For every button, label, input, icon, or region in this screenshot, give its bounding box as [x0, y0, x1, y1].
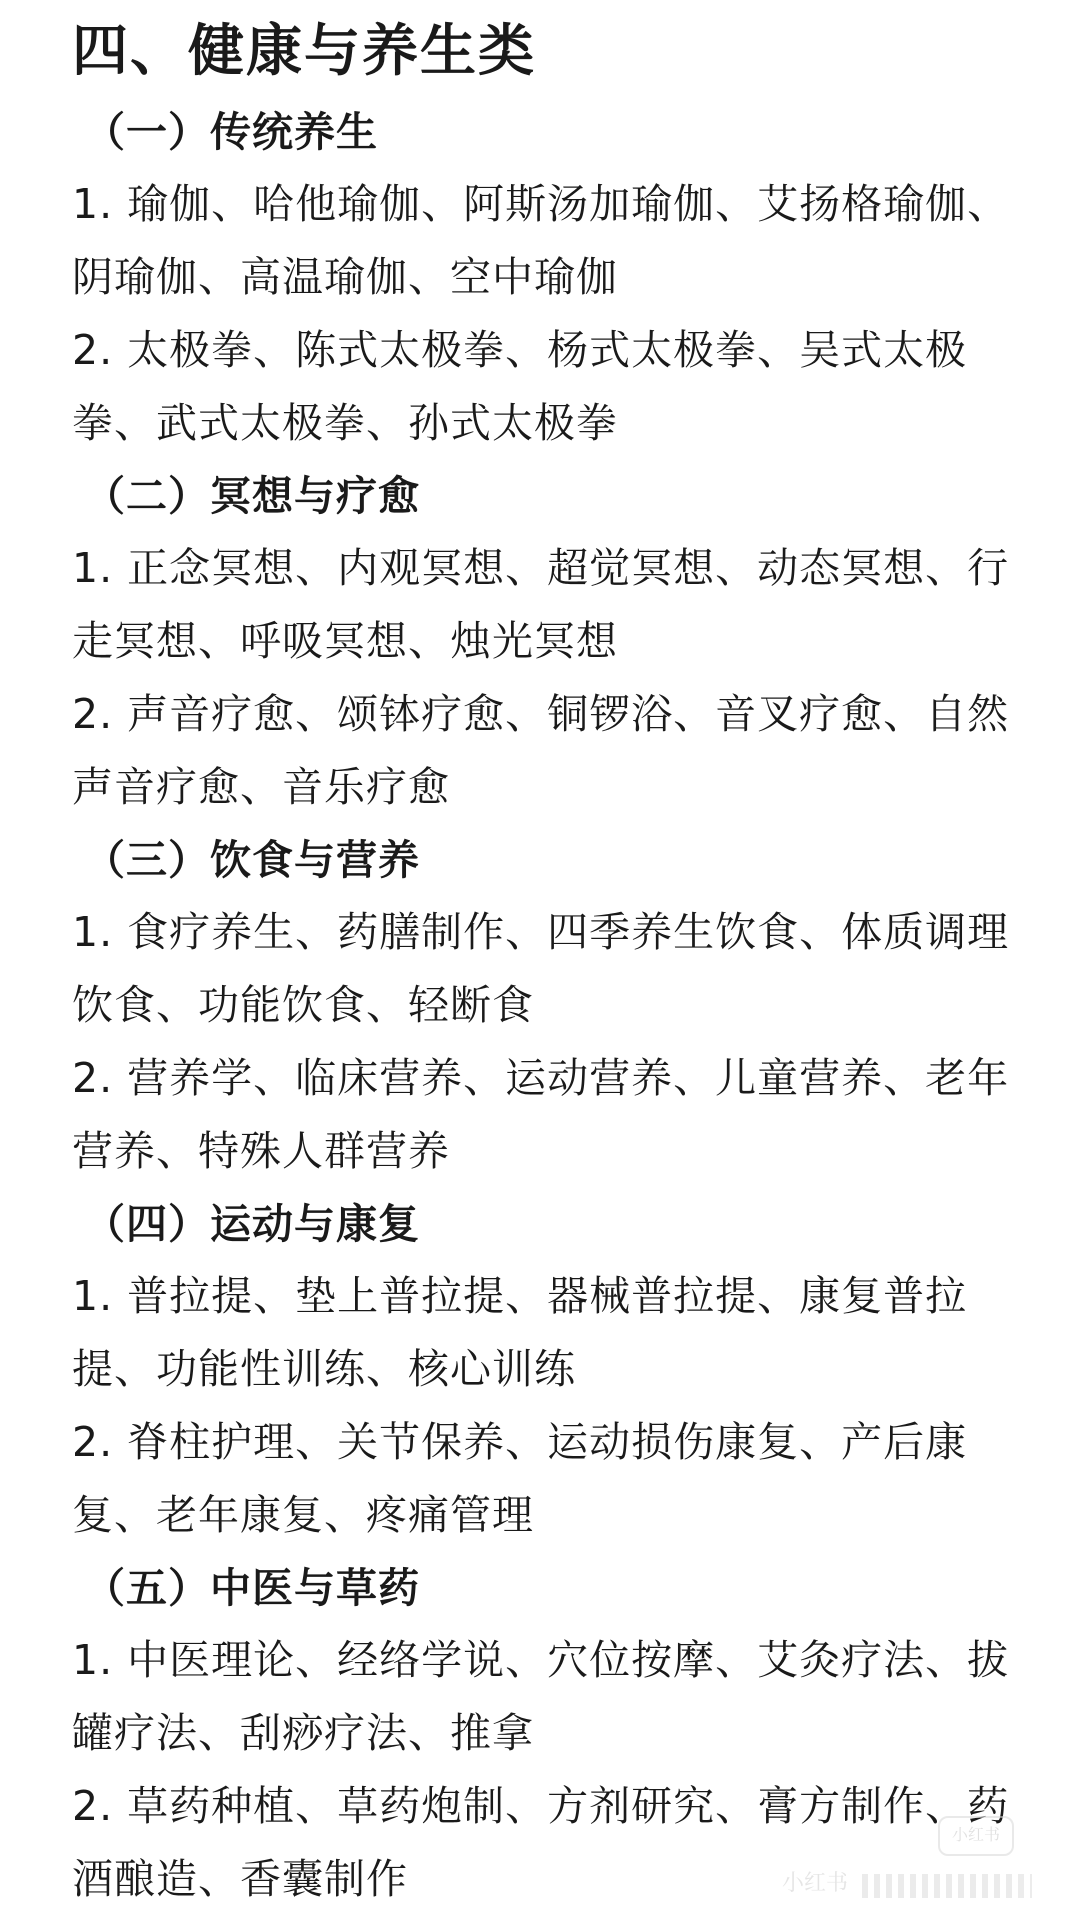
section-heading: （一）传统养生	[84, 108, 378, 156]
list-item: 2. 草药种植、草药炮制、方剂研究、膏方制作、药酒酿造、香囊制作	[72, 1782, 1010, 1903]
watermark-logo: 小红书	[938, 1816, 1014, 1856]
section-heading: （二）冥想与疗愈	[84, 472, 420, 520]
section-heading: （五）中医与草药	[84, 1564, 420, 1612]
list-item: 1. 中医理论、经络学说、穴位按摩、艾灸疗法、拔罐疗法、刮痧疗法、推拿	[72, 1636, 1010, 1757]
watermark-id-mark	[862, 1874, 1032, 1898]
list-item: 1. 正念冥想、内观冥想、超觉冥想、动态冥想、行走冥想、呼吸冥想、烛光冥想	[72, 544, 1010, 665]
list-item: 1. 普拉提、垫上普拉提、器械普拉提、康复普拉提、功能性训练、核心训练	[72, 1272, 968, 1393]
list-item: 2. 营养学、临床营养、运动营养、儿童营养、老年营养、特殊人群营养	[72, 1054, 1010, 1175]
list-item: 2. 声音疗愈、颂钵疗愈、铜锣浴、音叉疗愈、自然声音疗愈、音乐疗愈	[72, 690, 1010, 811]
watermark	[782, 1816, 1032, 1906]
section-diet-nutrition	[72, 824, 1010, 1188]
section-heading: （四）运动与康复	[84, 1200, 420, 1248]
section-heading: （三）饮食与营养	[84, 836, 420, 884]
section-exercise-rehab	[72, 1188, 1010, 1552]
list-item: 1. 瑜伽、哈他瑜伽、阿斯汤加瑜伽、艾扬格瑜伽、阴瑜伽、高温瑜伽、空中瑜伽	[72, 180, 1010, 301]
section-traditional-wellness	[72, 96, 1010, 460]
watermark-text: 小红书	[782, 1871, 849, 1896]
list-item: 2. 太极拳、陈式太极拳、杨式太极拳、吴式太极拳、武式太极拳、孙式太极拳	[72, 326, 968, 447]
page-title: 四、健康与养生类	[72, 19, 536, 84]
list-item: 1. 食疗养生、药膳制作、四季养生饮食、体质调理饮食、功能饮食、轻断食	[72, 908, 1010, 1029]
list-item: 2. 脊柱护理、关节保养、运动损伤康复、产后康复、老年康复、疼痛管理	[72, 1418, 968, 1539]
section-meditation-healing	[72, 460, 1010, 824]
